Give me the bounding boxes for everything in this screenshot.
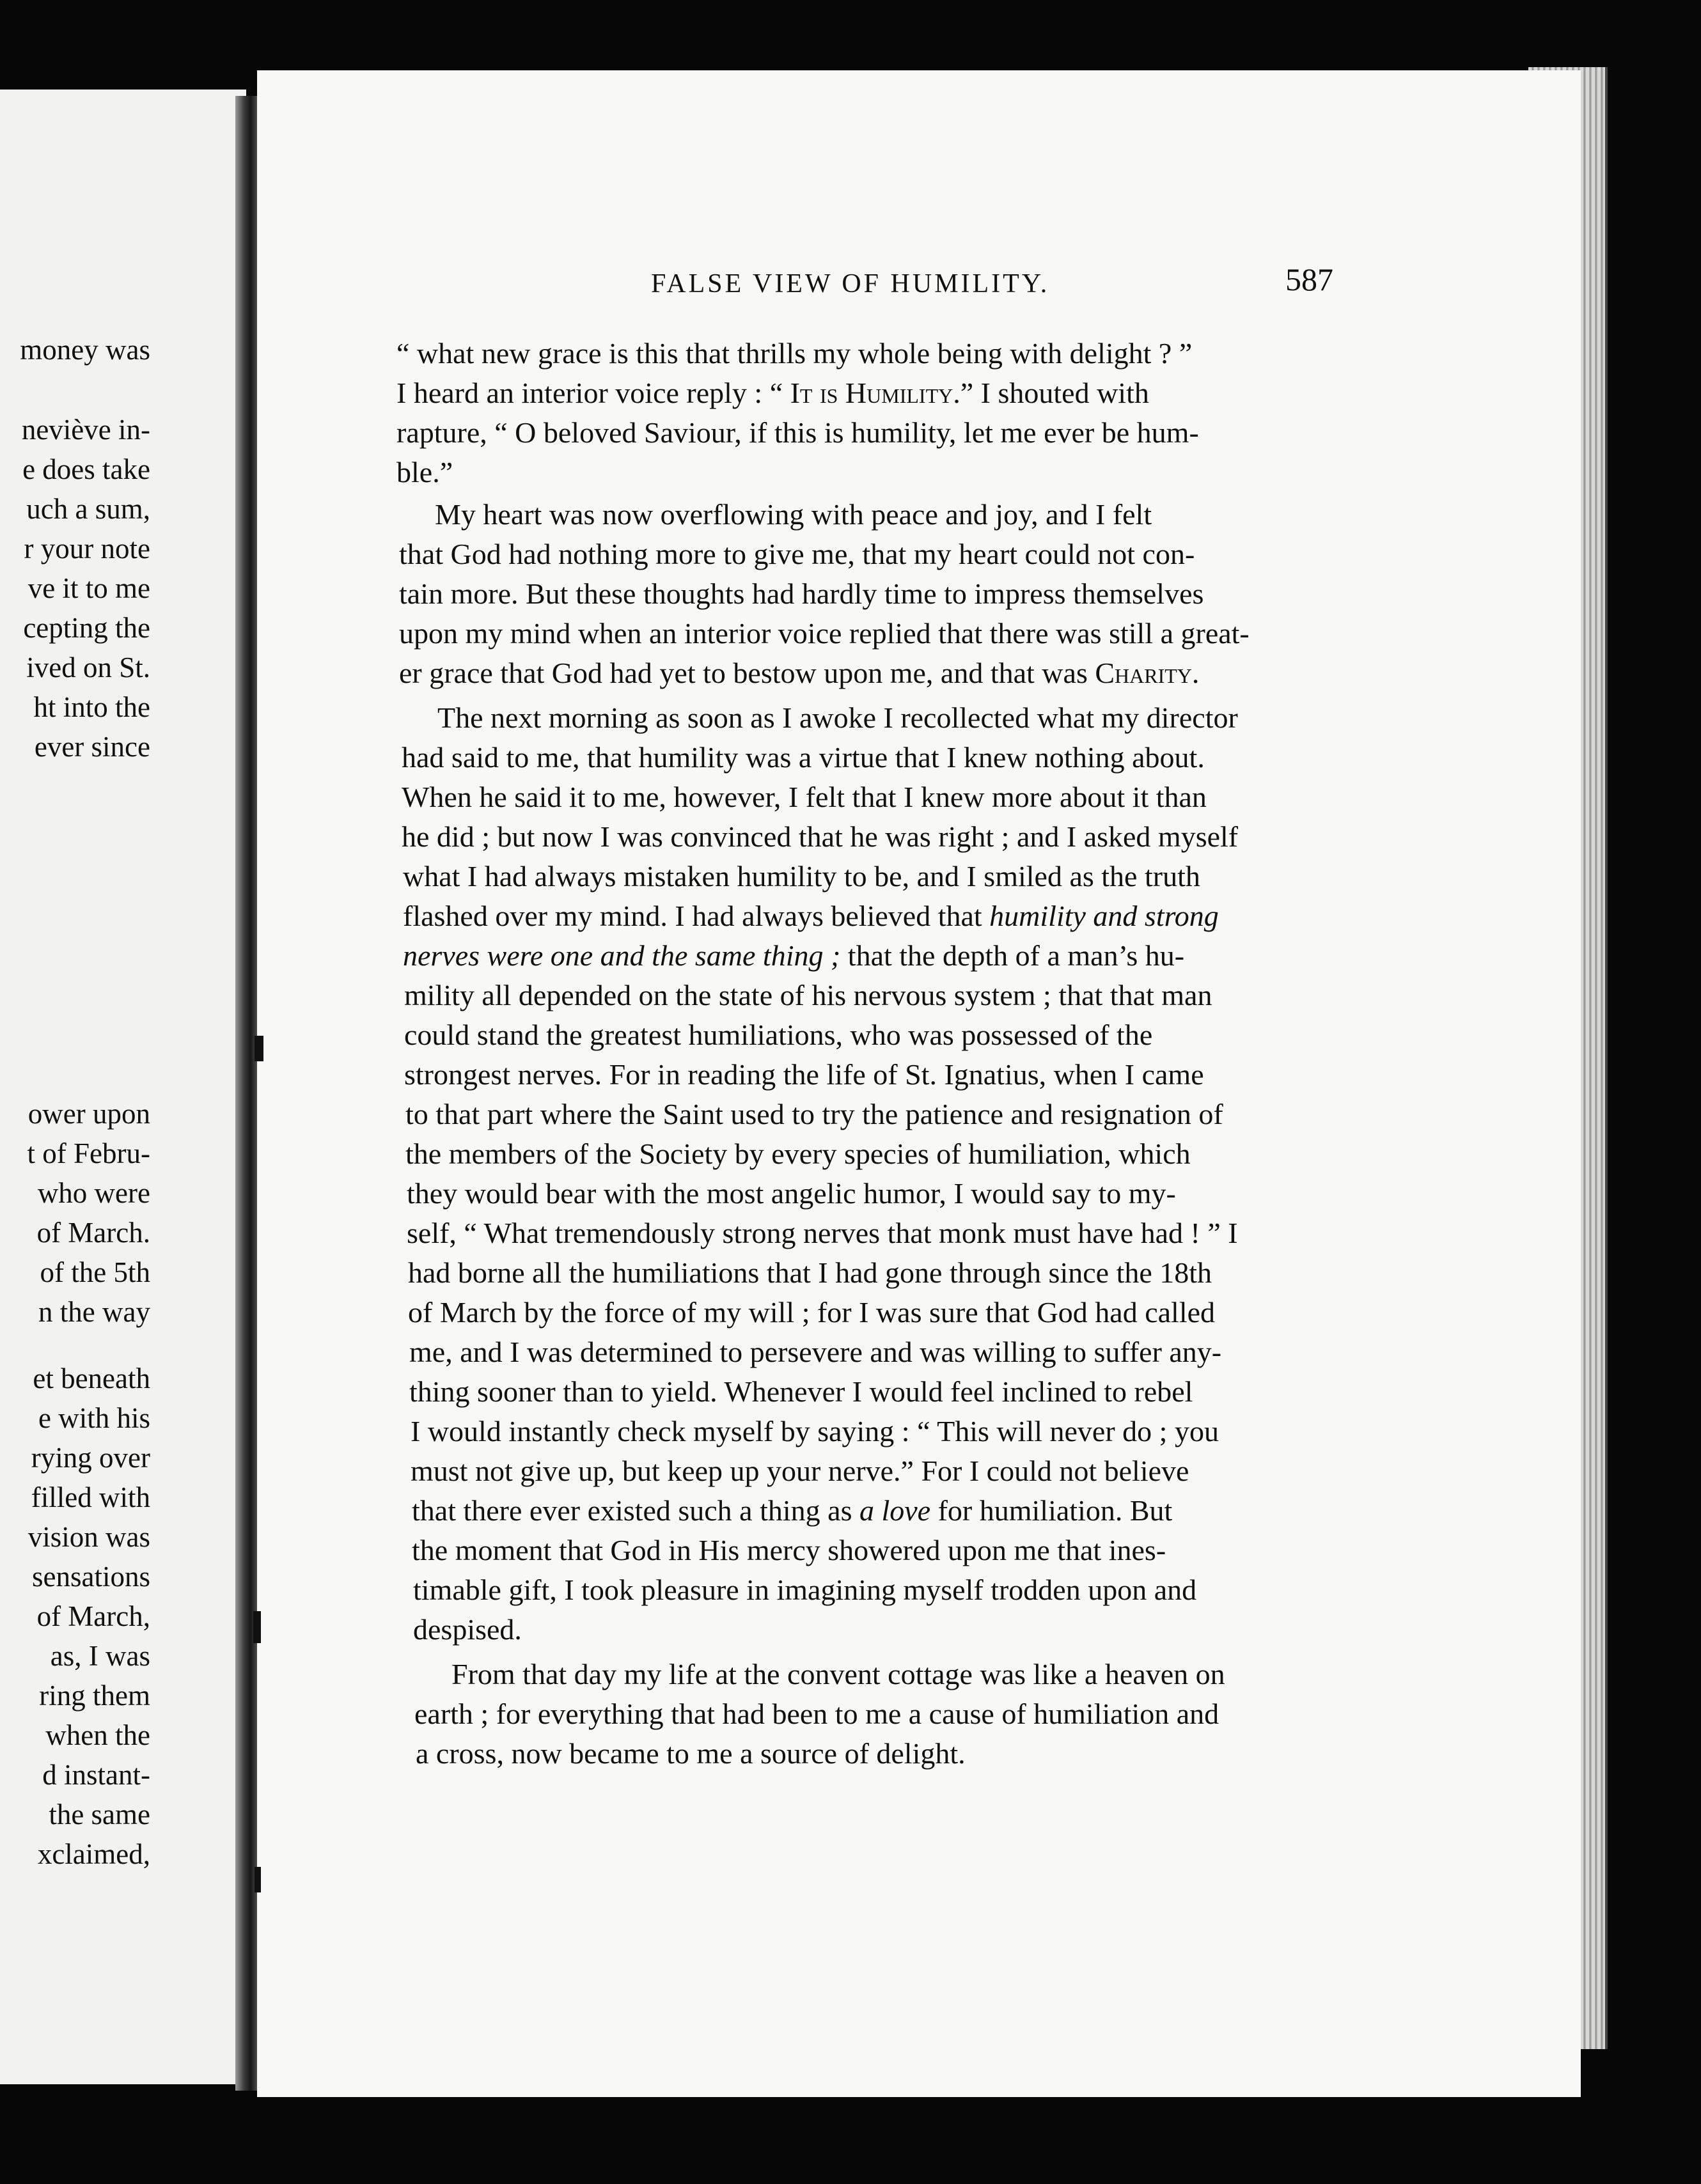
text-line: earth ; for everything that had been to me a cause of humiliation and	[414, 1697, 1219, 1730]
left-line: xclaimed,	[37, 1838, 150, 1870]
text-line: “ what new grace is this that thrills my whole being with delight ? ”	[396, 337, 1193, 370]
text-line: that there ever existed such a thing as a love for humiliation. But	[412, 1494, 1173, 1527]
left-line: of March.	[36, 1217, 150, 1249]
text-line: they would bear with the most angelic humor, I would say to my-	[407, 1177, 1176, 1210]
text-line: could stand the greatest humiliations, who was possessed of the	[404, 1018, 1153, 1051]
left-line: cepting the	[23, 612, 150, 644]
left-line: et beneath	[33, 1362, 150, 1394]
left-line: rying over	[31, 1442, 150, 1474]
left-line: of the 5th	[40, 1256, 150, 1288]
left-line: ever since	[34, 731, 150, 763]
text-line: My heart was now overflowing with peace and joy, and I felt	[435, 498, 1152, 531]
left-line: ived on St.	[26, 651, 150, 683]
text-line: The next morning as soon as I awoke I recollected what my director	[437, 701, 1238, 734]
text-line: When he said it to me, however, I felt that I knew more about it than	[402, 781, 1207, 813]
running-head: FALSE VIEW OF HUMILITY.	[651, 269, 1050, 299]
left-line: uch a sum,	[26, 493, 150, 525]
text-line: nerves were one and the same thing ; that the depth of a man’s hu-	[403, 939, 1185, 972]
text-line: to that part where the Saint used to try the patience and resignation of	[405, 1098, 1223, 1130]
text-line: er grace that God had yet to bestow upon me, and that was Charity.	[399, 657, 1200, 689]
left-line: e with his	[38, 1402, 150, 1434]
text-line: that God had nothing more to give me, that my heart could not con-	[399, 538, 1195, 570]
text-line: despised.	[413, 1613, 522, 1646]
left-line: when the	[45, 1719, 150, 1751]
text-line: upon my mind when an interior voice replied that there was still a great-	[399, 617, 1250, 650]
left-line: who were	[37, 1177, 150, 1209]
left-line: t of Febru-	[27, 1137, 150, 1169]
text-line: had said to me, that humility was a virtue that I knew nothing about.	[402, 741, 1205, 774]
left-page-fragment	[0, 90, 246, 2084]
text-line: he did ; but now I was convinced that he was right ; and I asked myself	[402, 820, 1239, 853]
text-line: a cross, now became to me a source of delight.	[416, 1737, 966, 1770]
left-line: d instant-	[42, 1759, 150, 1791]
text-line: what I had always mistaken humility to be, and I smiled as the truth	[403, 860, 1200, 893]
text-line: strongest nerves. For in reading the life of St. Ignatius, when I came	[404, 1058, 1204, 1091]
text-line: ble.”	[396, 456, 453, 488]
text-line: of March by the force of my will ; for I was sure that God had called	[408, 1296, 1216, 1329]
text-line: the moment that God in His mercy showered upon me that ines-	[412, 1534, 1166, 1566]
left-line: ht into the	[33, 691, 150, 723]
right-page	[257, 70, 1581, 2097]
binding-thread	[253, 1611, 261, 1643]
left-line: ower upon	[27, 1098, 150, 1130]
left-line: e does take	[22, 453, 150, 485]
binding-thread	[255, 1867, 261, 1892]
text-line: had borne all the humiliations that I had gone through since the 18th	[408, 1256, 1212, 1289]
left-line: r your note	[24, 533, 150, 565]
text-line: I would instantly check myself by saying : “ This will never do ; you	[411, 1415, 1219, 1447]
left-line: neviève in-	[21, 414, 150, 446]
text-line: From that day my life at the convent cottage was like a heaven on	[451, 1658, 1225, 1690]
text-line: tain more. But these thoughts had hardly time to impress themselves	[399, 577, 1204, 610]
text-line: self, “ What tremendously strong nerves that monk must have had ! ” I	[407, 1217, 1238, 1249]
left-line: the same	[49, 1798, 150, 1830]
left-line: sensations	[32, 1561, 150, 1593]
text-line: I heard an interior voice reply : “ It is Humility.” I shouted with	[396, 377, 1149, 409]
left-line: ring them	[39, 1680, 150, 1712]
page-number: 587	[1285, 261, 1333, 297]
text-line: the members of the Society by every species of humiliation, which	[405, 1137, 1191, 1170]
text-line: must not give up, but keep up your nerve.” For I could not believe	[411, 1455, 1189, 1487]
text-line: me, and I was determined to persevere and was willing to suffer any-	[409, 1336, 1222, 1368]
left-line: filled with	[31, 1481, 150, 1513]
text-line: flashed over my mind. I had always believed that humility and strong	[403, 900, 1219, 932]
left-line: of March,	[36, 1600, 150, 1632]
text-line: rapture, “ O beloved Saviour, if this is humility, let me ever be hum-	[396, 416, 1199, 449]
text-line: timable gift, I took pleasure in imagining myself trodden upon and	[413, 1573, 1197, 1606]
binding-thread	[255, 1036, 263, 1061]
left-line: ve it to me	[27, 572, 150, 604]
left-line: vision was	[27, 1521, 150, 1553]
text-line: mility all depended on the state of his nervous system ; that that man	[404, 979, 1212, 1011]
text-line: thing sooner than to yield. Whenever I would feel inclined to rebel	[409, 1375, 1193, 1408]
left-line: money was	[20, 334, 150, 366]
left-line: as, I was	[50, 1640, 150, 1672]
left-line: n the way	[38, 1296, 150, 1328]
